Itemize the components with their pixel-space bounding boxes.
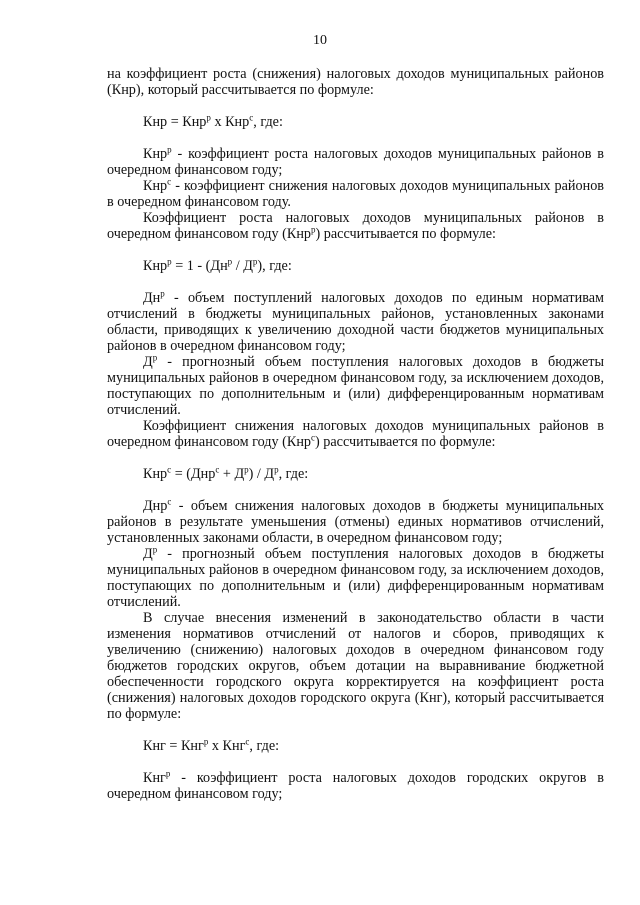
paragraph xyxy=(107,178,604,210)
superscript-index: р xyxy=(152,352,158,363)
page-number: 10 xyxy=(313,33,327,48)
superscript-index: р xyxy=(311,224,316,235)
text-run: + Д xyxy=(219,466,245,482)
text-run: , где: xyxy=(249,738,280,754)
text-run: - объем поступлений налоговых доходов по единым нормативам отчислений в бюджеты муниципальных районов, установленных законами области, приводящих к увеличению доходной части бюджетов муниципальных районов в очередном финансовом году; xyxy=(107,290,604,354)
formula-line xyxy=(107,738,604,754)
text-run: , где: xyxy=(278,466,309,482)
text-run: Кнр = Кнр xyxy=(143,114,207,130)
text-run: Дн xyxy=(143,290,161,306)
paragraph xyxy=(107,146,604,178)
text-run: - объем снижения налоговых доходов в бюджеты муниципальных районов в результате уменьшения (отмены) единых нормативов отчислений, установленных законами области, в очередном финансовом году; xyxy=(107,498,604,546)
superscript-index: р xyxy=(274,464,279,475)
superscript-index: р xyxy=(165,768,171,779)
text-run: - коэффициент роста налоговых доходов городских округов в очередном финансовом году; xyxy=(107,770,604,802)
superscript-index: р xyxy=(206,112,211,123)
text-run: - прогнозный объем поступления налоговых доходов в бюджеты муниципальных районов в очередном финансовом году, за исключением доходов, поступающих по дополнительным и (или) дифференцированным нормативам отчислений. xyxy=(107,546,604,610)
text-run: ) / Д xyxy=(248,466,275,482)
formula-line xyxy=(107,258,604,274)
text-run: Кнг = Кнг xyxy=(143,738,204,754)
superscript-index: с xyxy=(311,432,316,443)
superscript-index: р xyxy=(252,256,258,267)
text-run: х Кнр xyxy=(210,114,250,130)
text-run: Коэффициент снижения налоговых доходов муниципальных районов в очередном финансовом году (Кнр xyxy=(107,418,604,450)
text-run: Д xyxy=(143,546,153,562)
text-run: Кнг xyxy=(143,770,166,786)
paragraph xyxy=(107,546,604,610)
text-run: = 1 - (Дн xyxy=(171,258,228,274)
text-run: , где: xyxy=(253,114,283,130)
text-run: = (Днр xyxy=(171,466,216,482)
superscript-index: с xyxy=(167,176,172,187)
superscript-index: р xyxy=(203,736,209,747)
text-run: Кнр xyxy=(143,466,168,482)
paragraph: на коэффициент роста (снижения) налоговых доходов муниципальных районов (Кнр), который рассчитывается по формуле: xyxy=(107,66,604,98)
text-run: Коэффициент роста налоговых доходов муниципальных районов в очередном финансовом году (Кнр xyxy=(107,210,604,242)
superscript-index: с xyxy=(249,112,254,123)
text-run: Кнр xyxy=(143,146,168,162)
text-run: Кнр xyxy=(143,178,168,194)
superscript-index: с xyxy=(245,736,250,747)
text-run: Днр xyxy=(143,498,168,514)
formula-line xyxy=(107,466,604,482)
superscript-index: с xyxy=(167,496,172,507)
text-run: х Кнг xyxy=(208,738,246,754)
text-run: - коэффициент снижения налоговых доходов муниципальных районов в очередном финансовом году. xyxy=(107,178,604,210)
text-run: ) рассчитывается по формуле: xyxy=(315,226,496,242)
paragraph: В случае внесения изменений в законодательство области в части изменения нормативов отчислений от налогов и сборов, приводящих к увеличению (снижению) налоговых доходов в очередном финансовом году бюджетов городских округов, объем дотации на выравнивание бюджетной обеспеченности городского округа корректируется на коэффициент роста (снижения) налоговых доходов городского округа (Кнг), который рассчитывается по формуле: xyxy=(107,610,604,722)
document-body xyxy=(107,66,604,802)
superscript-index: р xyxy=(167,144,172,155)
paragraph xyxy=(107,498,604,546)
superscript-index: р xyxy=(152,544,158,555)
text-run: Д xyxy=(143,354,153,370)
superscript-index: р xyxy=(227,256,233,267)
text-run: ), где: xyxy=(257,258,292,274)
superscript-index: с xyxy=(167,464,172,475)
formula-line xyxy=(107,114,604,130)
superscript-index: р xyxy=(244,464,249,475)
superscript-index: с xyxy=(215,464,220,475)
paragraph xyxy=(107,770,604,802)
paragraph xyxy=(107,210,604,242)
text-run: - прогнозный объем поступления налоговых доходов в бюджеты муниципальных районов в очередном финансовом году, за исключением доходов, поступающих по дополнительным и (или) дифференцированным нормативам отчислений. xyxy=(107,354,604,418)
superscript-index: р xyxy=(160,288,165,299)
text-run: Кнр xyxy=(143,258,168,274)
text-run: - коэффициент роста налоговых доходов муниципальных районов в очередном финансовом году; xyxy=(107,146,604,178)
paragraph xyxy=(107,290,604,354)
text-run: ) рассчитывается по формуле: xyxy=(315,434,496,450)
paragraph xyxy=(107,354,604,418)
text-run: / Д xyxy=(232,258,253,274)
paragraph xyxy=(107,418,604,450)
superscript-index: р xyxy=(167,256,172,267)
